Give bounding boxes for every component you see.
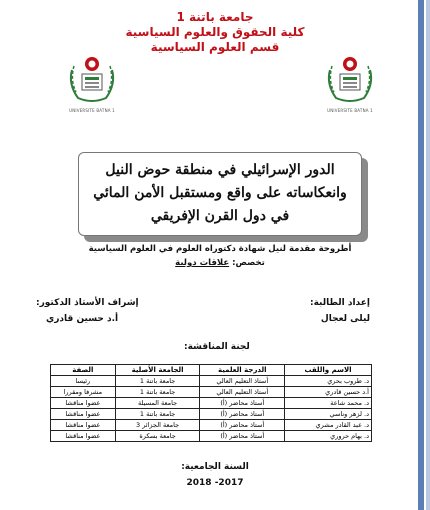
logo-caption-left: UNIVERSITE BATNA 1 <box>69 108 115 113</box>
faculty-name: كلية الحقوق والعلوم السياسية <box>125 25 305 39</box>
member-university: جامعة المسيلة <box>115 398 200 409</box>
university-seal-icon <box>324 52 376 106</box>
academic-year-label: السنة الجامعية: <box>181 462 249 472</box>
member-role: عضوا مناقشا <box>51 409 116 420</box>
table-row <box>51 409 372 420</box>
member-university: جامعة الجزائر 3 <box>115 420 200 431</box>
member-name: د. لزهر وناسي <box>285 409 372 420</box>
thesis-title-line-2: وانعكاساته على واقع ومستقبل الأمن المائي <box>93 185 347 201</box>
member-role: عضوا مناقشا <box>51 431 116 442</box>
member-degree: أستاذ التعليم العالي <box>200 387 285 398</box>
thesis-title-line-1: الدور الإسرائيلي في منطقة حوض النيل <box>105 162 335 178</box>
committee-table <box>50 364 372 442</box>
department-name: قسم العلوم السياسية <box>150 40 280 54</box>
university-header <box>110 10 320 55</box>
member-degree: أستاذ محاضر (أ) <box>200 409 285 420</box>
member-role: مشرفا ومقررا <box>51 387 116 398</box>
member-role: عضوا مناقشا <box>51 420 116 431</box>
table-row <box>51 420 372 431</box>
university-logo-left <box>66 52 118 106</box>
logo-caption-right: UNIVERSITE BATNA 1 <box>327 108 373 113</box>
member-role: رئيسا <box>51 376 116 387</box>
supervisor-name: أ.د حسين قادري <box>46 314 119 324</box>
table-row <box>51 431 372 442</box>
student-label: إعداد الطالبة: <box>310 298 370 308</box>
page-border-right-light <box>426 0 430 510</box>
member-university: جامعة باتنة 1 <box>115 409 200 420</box>
student-name: ليلى لعجال <box>320 314 370 324</box>
table-row <box>51 387 372 398</box>
committee-table-header <box>51 365 372 376</box>
member-degree: أستاذ محاضر (أ) <box>200 420 285 431</box>
page-border-right <box>418 0 424 510</box>
specialty-value: علاقات دولية <box>175 258 230 268</box>
member-degree: أستاذ محاضر (أ) <box>200 431 285 442</box>
table-row <box>51 398 372 409</box>
university-seal-icon <box>66 52 118 106</box>
member-role: عضوا مناقشا <box>51 398 116 409</box>
member-university: جامعة بسكرة <box>115 431 200 442</box>
supervisor-label: إشراف الأستاذ الدكتور: <box>36 298 139 308</box>
thesis-title-line-3: في دول القرن الإفريقي <box>150 208 290 224</box>
header-name: الاسم واللقب <box>285 365 372 376</box>
thesis-title <box>79 153 361 228</box>
thesis-title-box <box>78 152 362 236</box>
member-name: د. عبد القادر مشري <box>285 420 372 431</box>
member-name: د. طروب بحري <box>285 376 372 387</box>
header-role: الصفة <box>51 365 116 376</box>
university-logo-right <box>324 52 376 106</box>
table-row <box>51 376 372 387</box>
specialty-label: تخصص: <box>232 258 265 268</box>
member-university: جامعة باتنة 1 <box>115 376 200 387</box>
member-degree: أستاذ التعليم العالي <box>200 376 285 387</box>
header-degree: الدرجة العلمية <box>200 365 285 376</box>
member-university: جامعة باتنة 1 <box>115 387 200 398</box>
member-degree: أستاذ محاضر (أ) <box>200 398 285 409</box>
member-name: د. بهام حروري <box>285 431 372 442</box>
university-name: جامعة باتنة 1 <box>176 10 254 24</box>
member-name: أ.د حسين قادري <box>285 387 372 398</box>
thesis-specialty <box>140 258 300 268</box>
committee-title: لجنة المناقشة: <box>184 342 250 352</box>
header-university: الجامعة الأصلية <box>115 365 200 376</box>
member-name: د. محمد شاعة <box>285 398 372 409</box>
academic-year-value: 2018 -2017 <box>186 478 244 488</box>
thesis-subtitle: أطروحة مقدمة لنيل شهادة دكتوراه العلوم في العلوم السياسية <box>88 244 352 254</box>
